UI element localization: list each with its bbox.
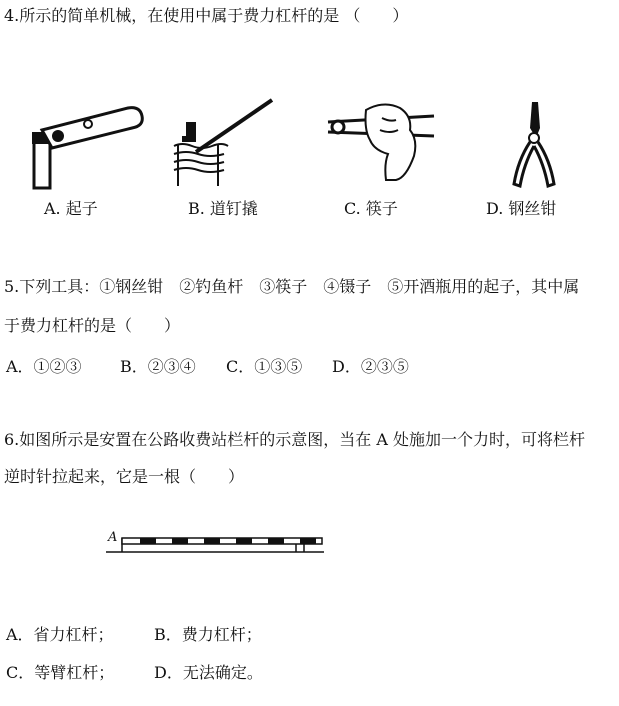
toll-barrier-figure <box>106 528 326 558</box>
q6-option-c: C．等臂杠杆； <box>6 663 115 682</box>
option-a-caption: A. 起子 <box>44 199 98 218</box>
wire-pliers-icon <box>502 98 566 190</box>
chopsticks-hand-icon <box>326 100 436 186</box>
q6-stem-line1: 6.如图所示是安置在公路收费站栏杆的示意图，当在 A 处施加一个力时，可将栏杆 <box>4 430 585 449</box>
option-c-caption: C. 筷子 <box>344 199 398 218</box>
option-b-caption: B. 道钉撬 <box>188 199 258 218</box>
q5-option-c: C．①③⑤ <box>226 357 303 376</box>
q5-option-a: A．①②③ <box>6 357 82 376</box>
point-a-label: A <box>108 530 118 545</box>
q6-stem-line2: 逆时针拉起来，它是一根（ ） <box>4 467 245 486</box>
q6-option-b: B．费力杠杆； <box>154 625 262 644</box>
q6-option-a: A．省力杠杆； <box>6 625 114 644</box>
q5-stem-line2: 于费力杠杆的是（ ） <box>4 316 181 335</box>
q5-option-d: D．②③⑤ <box>332 357 409 376</box>
q5-stem-line1: 5.下列工具：①钢丝钳 ②钓鱼杆 ③筷子 ④镊子 ⑤开酒瓶用的起子，其中属 <box>4 277 580 296</box>
option-d-caption: D. 钢丝钳 <box>486 199 557 218</box>
q6-option-d: D．无法确定。 <box>154 663 263 682</box>
rail-spike-crowbar-icon <box>172 96 282 192</box>
bottle-opener-lever-icon <box>28 100 148 190</box>
q5-option-b: B．②③④ <box>120 357 196 376</box>
q4-stem: 4.所示的简单机械，在使用中属于费力杠杆的是 （ ） <box>4 6 409 25</box>
